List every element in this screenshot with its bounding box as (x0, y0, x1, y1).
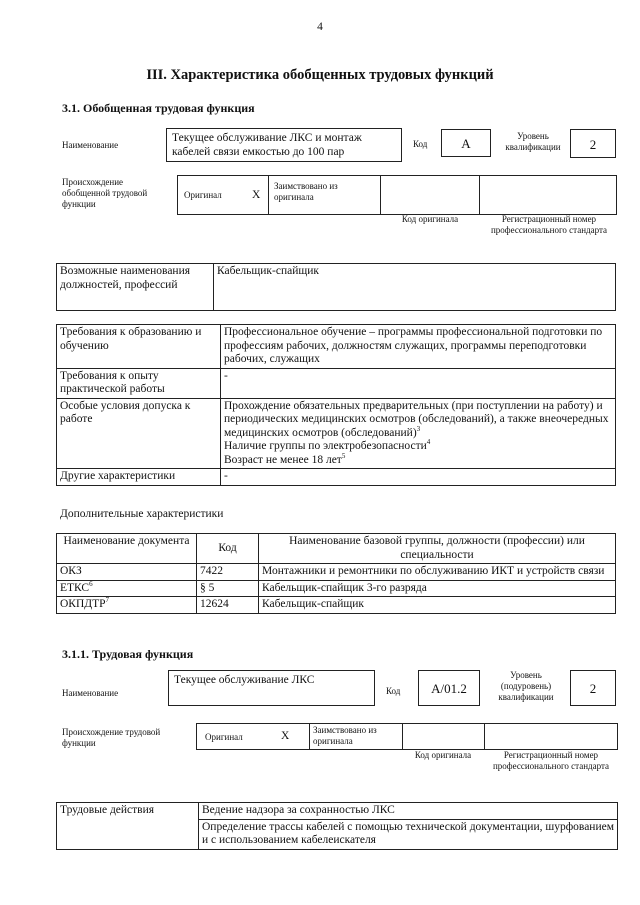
tf-origin-label: Происхождение трудовой функции (62, 727, 161, 748)
gtf-reg-number-label: Регистрационный номер профессионального стандарта (490, 214, 608, 235)
actions-table (56, 802, 618, 850)
additional-header-doc: Наименование документа (57, 534, 197, 564)
tf-heading: 3.1.1. Трудовая функция (62, 647, 194, 661)
tf-origin-box (196, 723, 618, 750)
gtf-name-value: Текущее обслуживание ЛКС и монтаж кабелей связи емкостью до 100 пар (166, 128, 402, 162)
tf-original-mark: X (281, 730, 290, 742)
tf-code-label: Код (386, 686, 401, 696)
gtf-origin-label: Происхождение обобщенной трудовой функции (62, 177, 148, 209)
row-name: Кабельщик-спайщик 3-го разряда (259, 580, 616, 597)
gtf-level-label: Уровень квалификации (505, 131, 561, 152)
conditions-value (221, 398, 616, 469)
positions-table (56, 263, 616, 311)
positions-value: Кабельщик-спайщик (214, 264, 616, 311)
gtf-code-label: Код (413, 139, 428, 149)
tf-reg-number-label: Регистрационный номер профессионального стандарта (492, 750, 610, 771)
row-doc-sup: 6 (89, 579, 93, 588)
tf-level-label: Уровень (подуровень) квалификации (498, 670, 554, 702)
tf-name-value: Текущее обслуживание ЛКС (168, 670, 375, 706)
conditions-label: Особые условия допуска к работе (57, 398, 221, 469)
row-name: Монтажники и ремонтники по обслуживанию ИКТ и устройств связи (259, 564, 616, 581)
positions-label: Возможные наименования должностей, профессий (57, 264, 214, 311)
education-value: Профессиональное обучение – программы профессиональной подготовки по профессиям рабочих, должностям служащих, программы переподготовки рабочих, служащих (221, 325, 616, 369)
conditions-sup3: 5 (341, 451, 346, 460)
conditions-line2: Наличие группы по электробезопасности (224, 440, 427, 452)
table-row (57, 564, 616, 581)
tf-name-label: Наименование (62, 688, 119, 698)
additional-title: Дополнительные характеристики (60, 508, 224, 520)
row-doc-sup: 7 (105, 596, 110, 605)
row-code: § 5 (197, 580, 259, 597)
list-item: Ведение надзора за сохранностью ЛКС (199, 803, 618, 820)
requirements-table (56, 324, 616, 486)
list-item: Определение трассы кабелей с помощью технической документации, шурфованием и с использованием кабелеискателя (199, 819, 618, 849)
page-number: 4 (317, 21, 323, 33)
gtf-origin-box (177, 175, 617, 215)
tf-level-value: 2 (570, 670, 616, 706)
gtf-name-label: Наименование (62, 140, 119, 150)
tf-orig-code-label: Код оригинала (414, 750, 472, 760)
table-row (57, 580, 616, 597)
other-value: - (221, 469, 616, 486)
row-code: 7422 (197, 564, 259, 581)
experience-value: - (221, 368, 616, 398)
experience-label: Требования к опыту практической работы (57, 368, 221, 398)
gtf-heading: 3.1. Обобщенная трудовая функция (62, 101, 255, 115)
row-doc: ОКПДТР (60, 598, 106, 610)
conditions-line3: Возраст не менее 18 лет (224, 453, 342, 466)
education-label: Требования к образованию и обучению (57, 325, 221, 369)
gtf-orig-code-label: Код оригинала (401, 214, 459, 224)
conditions-sup2: 4 (426, 438, 431, 447)
gtf-original-mark: X (252, 189, 261, 201)
tf-code-value: А/01.2 (418, 670, 480, 706)
tf-borrowed-label: Заимствовано из оригинала (313, 725, 377, 746)
actions-label: Трудовые действия (57, 803, 199, 850)
additional-header-name: Наименование базовой группы, должности (профессии) или специальности (259, 534, 616, 564)
row-code: 12624 (197, 597, 259, 614)
additional-table (56, 533, 616, 614)
tf-original-label: Оригинал (205, 732, 243, 742)
additional-header-code: Код (197, 534, 259, 564)
conditions-line1: Прохождение обязательных предварительных (при поступлении на работу) и периодических медицинских осмотров (обследований), а также внеочередных медицинских осмотров (обследований) (224, 399, 609, 439)
row-doc: ОКЗ (60, 565, 82, 577)
row-doc: ЕТКС (60, 581, 90, 594)
section-title: III. Характеристика обобщенных трудовых функций (146, 67, 494, 83)
other-label: Другие характеристики (57, 469, 221, 486)
gtf-original-label: Оригинал (184, 190, 222, 200)
gtf-level-value: 2 (570, 129, 616, 158)
gtf-borrowed-label: Заимствовано из оригинала (274, 181, 338, 202)
gtf-code-value: А (441, 129, 491, 157)
conditions-sup1: 3 (416, 424, 421, 433)
table-row (57, 597, 616, 614)
row-name: Кабельщик-спайщик (259, 597, 616, 614)
